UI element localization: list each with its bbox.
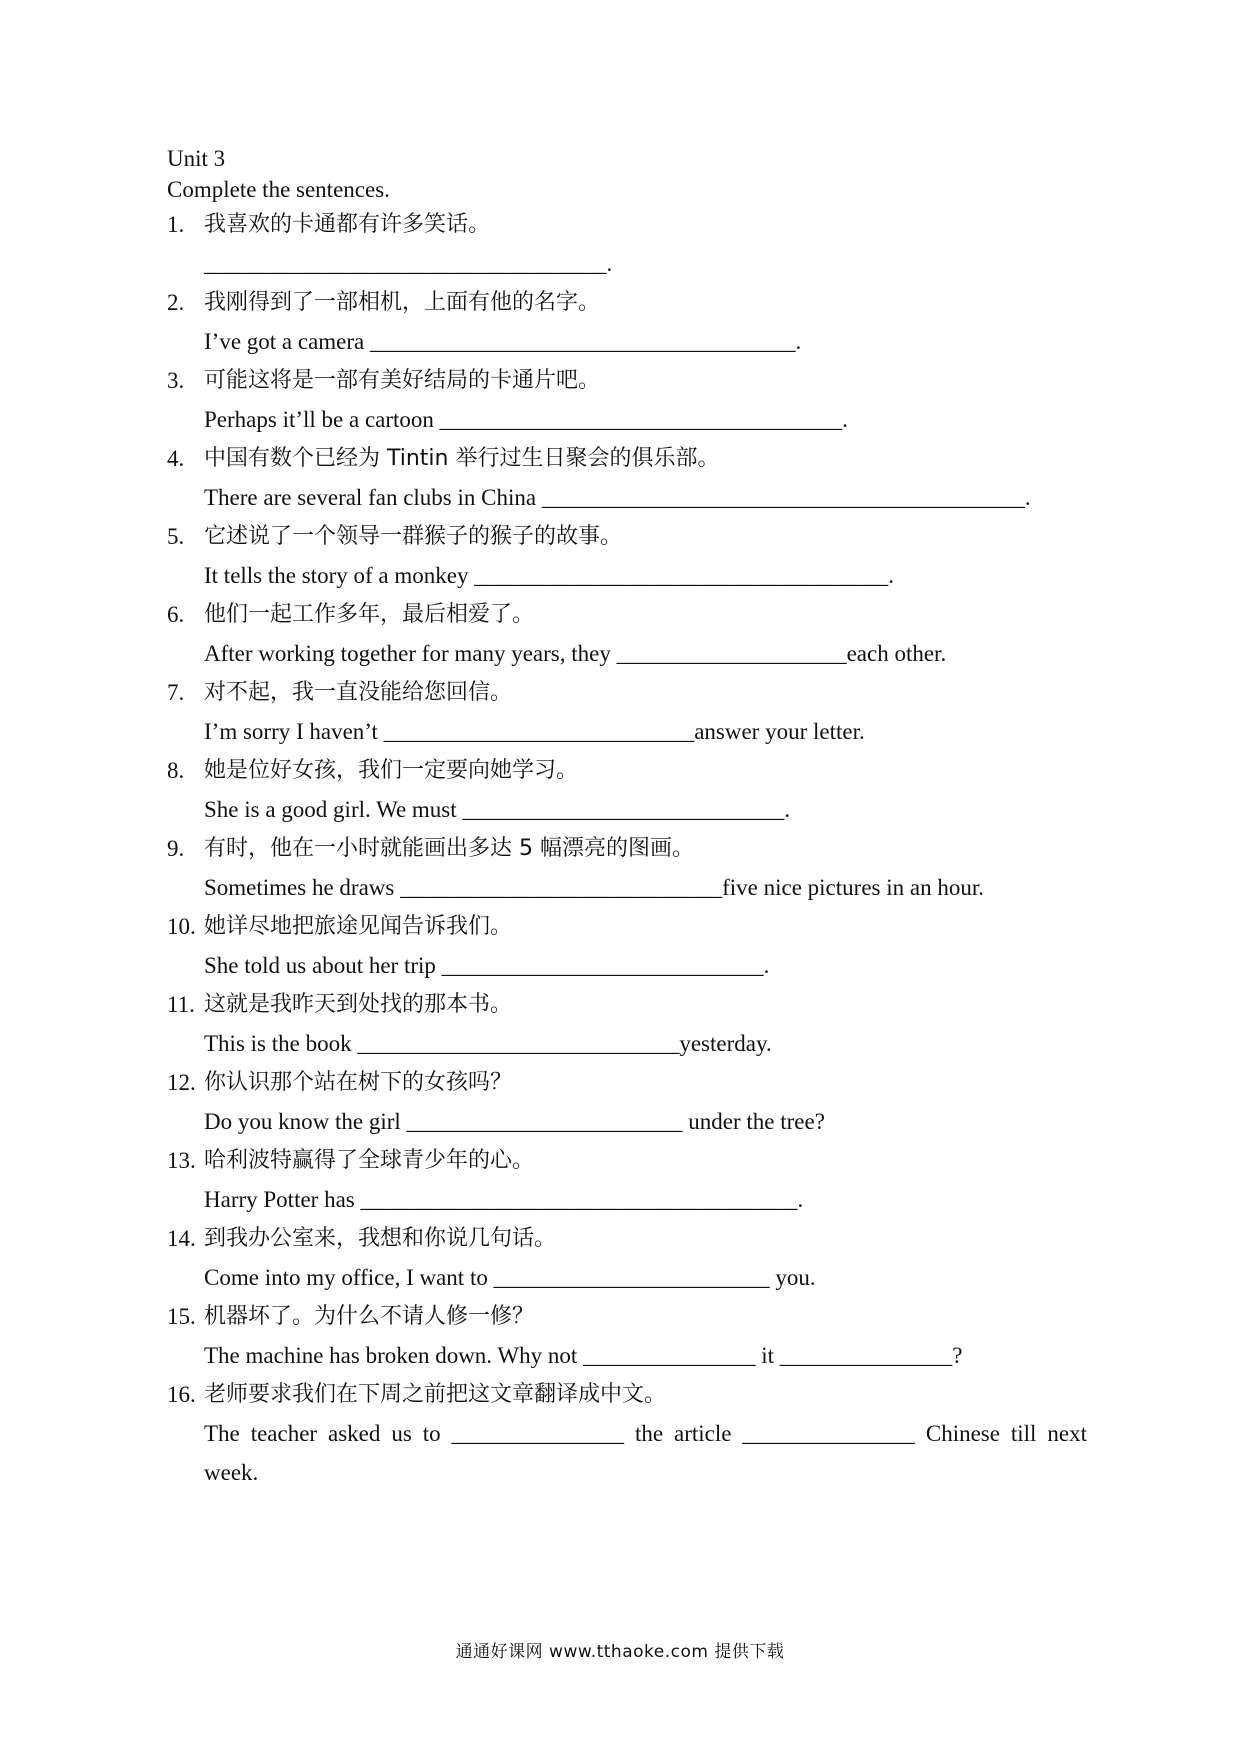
english-blank-sentence: I’m sorry I haven’t ___________________________answer your letter. [204,719,865,744]
exercise-item [167,1063,1087,1141]
chinese-sentence: 我喜欢的卡通都有许多笑话。 [204,212,491,237]
instruction-text: Complete the sentences. [167,177,390,202]
english-blank-sentence: Come into my office, I want to ________________________ you. [204,1265,816,1290]
exercise-number: 6. [167,602,185,627]
chinese-sentence: 它述说了一个领导一群猴子的猴子的故事。 [204,524,623,549]
exercise-number: 10. [167,914,196,939]
exercise-item [167,439,1087,517]
worksheet-content [167,143,1093,1492]
chinese-sentence: 她详尽地把旅途见闻告诉我们。 [204,914,513,939]
chinese-sentence: 他们一起工作多年，最后相爱了。 [204,602,535,627]
exercise-number: 16. [167,1382,196,1407]
exercise-item [167,1375,1093,1492]
exercise-number: 14. [167,1226,196,1251]
english-blank-sentence: The teacher asked us to _______________ the article _______________ Chinese till next week. [204,1421,1093,1485]
english-blank-sentence: I’ve got a camera _____________________________________. [204,329,802,354]
chinese-sentence: 老师要求我们在下周之前把这文章翻译成中文。 [204,1382,667,1407]
english-blank-sentence: Perhaps it’ll be a cartoon ___________________________________. [204,407,848,432]
chinese-sentence: 机器坏了。为什么不请人修一修？ [204,1304,535,1329]
exercise-number: 15. [167,1304,196,1329]
exercise-number: 12. [167,1070,196,1095]
english-blank-sentence: Harry Potter has ______________________________________. [204,1187,804,1212]
exercise-item [167,361,1087,439]
chinese-sentence: 到我办公室来，我想和你说几句话。 [204,1226,557,1251]
english-blank-sentence: After working together for many years, they ____________________each other. [204,641,947,666]
exercise-number: 11. [167,992,195,1017]
english-blank-sentence: Sometimes he draws ____________________________five nice pictures in an hour. [204,875,984,900]
exercise-list [167,205,1093,1492]
exercise-item [167,751,1087,829]
chinese-sentence: 我刚得到了一部相机，上面有他的名字。 [204,290,601,315]
chinese-sentence: 她是位好女孩，我们一定要向她学习。 [204,758,579,783]
english-blank-sentence: She told us about her trip ____________________________. [204,953,770,978]
exercise-item [167,1219,1087,1297]
chinese-sentence: 可能这将是一部有美好结局的卡通片吧。 [204,368,601,393]
chinese-sentence: 有时，他在一小时就能画出多达 5 幅漂亮的图画。 [204,836,694,861]
english-blank-sentence: She is a good girl. We must ____________________________. [204,797,791,822]
exercise-number: 7. [167,680,185,705]
exercise-number: 4. [167,446,185,471]
english-blank-sentence: ___________________________________. [204,251,613,276]
english-blank-sentence: Do you know the girl ________________________ under the tree? [204,1109,825,1134]
exercise-number: 8. [167,758,185,783]
exercise-item [167,985,1087,1063]
english-blank-sentence: There are several fan clubs in China __________________________________________. [204,485,1031,510]
exercise-item [167,205,1087,283]
unit-title: Unit 3 [167,146,226,171]
exercise-number: 2. [167,290,185,315]
exercise-number: 9. [167,836,185,861]
exercise-item [167,673,1087,751]
exercise-number: 5. [167,524,185,549]
exercise-item [167,829,1087,907]
english-blank-sentence: The machine has broken down. Why not _______________ it _______________? [204,1343,963,1368]
english-blank-sentence: It tells the story of a monkey ____________________________________. [204,563,894,588]
exercise-number: 1. [167,212,185,237]
exercise-item [167,595,1087,673]
exercise-item [167,1141,1087,1219]
exercise-number: 3. [167,368,185,393]
chinese-sentence: 这就是我昨天到处找的那本书。 [204,992,513,1017]
exercise-item [167,1297,1087,1375]
exercise-number: 13. [167,1148,196,1173]
english-blank-sentence: This is the book ____________________________yesterday. [204,1031,772,1056]
chinese-sentence: 对不起，我一直没能给您回信。 [204,680,513,705]
footer-credit: 通通好课网 www.tthaoke.com 提供下载 [455,1642,785,1662]
exercise-item [167,283,1087,361]
exercise-item [167,517,1087,595]
chinese-sentence: 你认识那个站在树下的女孩吗？ [204,1070,513,1095]
chinese-sentence: 哈利波特赢得了全球青少年的心。 [204,1148,535,1173]
chinese-sentence: 中国有数个已经为 Tintin 举行过生日聚会的俱乐部。 [204,446,720,471]
exercise-item [167,907,1087,985]
